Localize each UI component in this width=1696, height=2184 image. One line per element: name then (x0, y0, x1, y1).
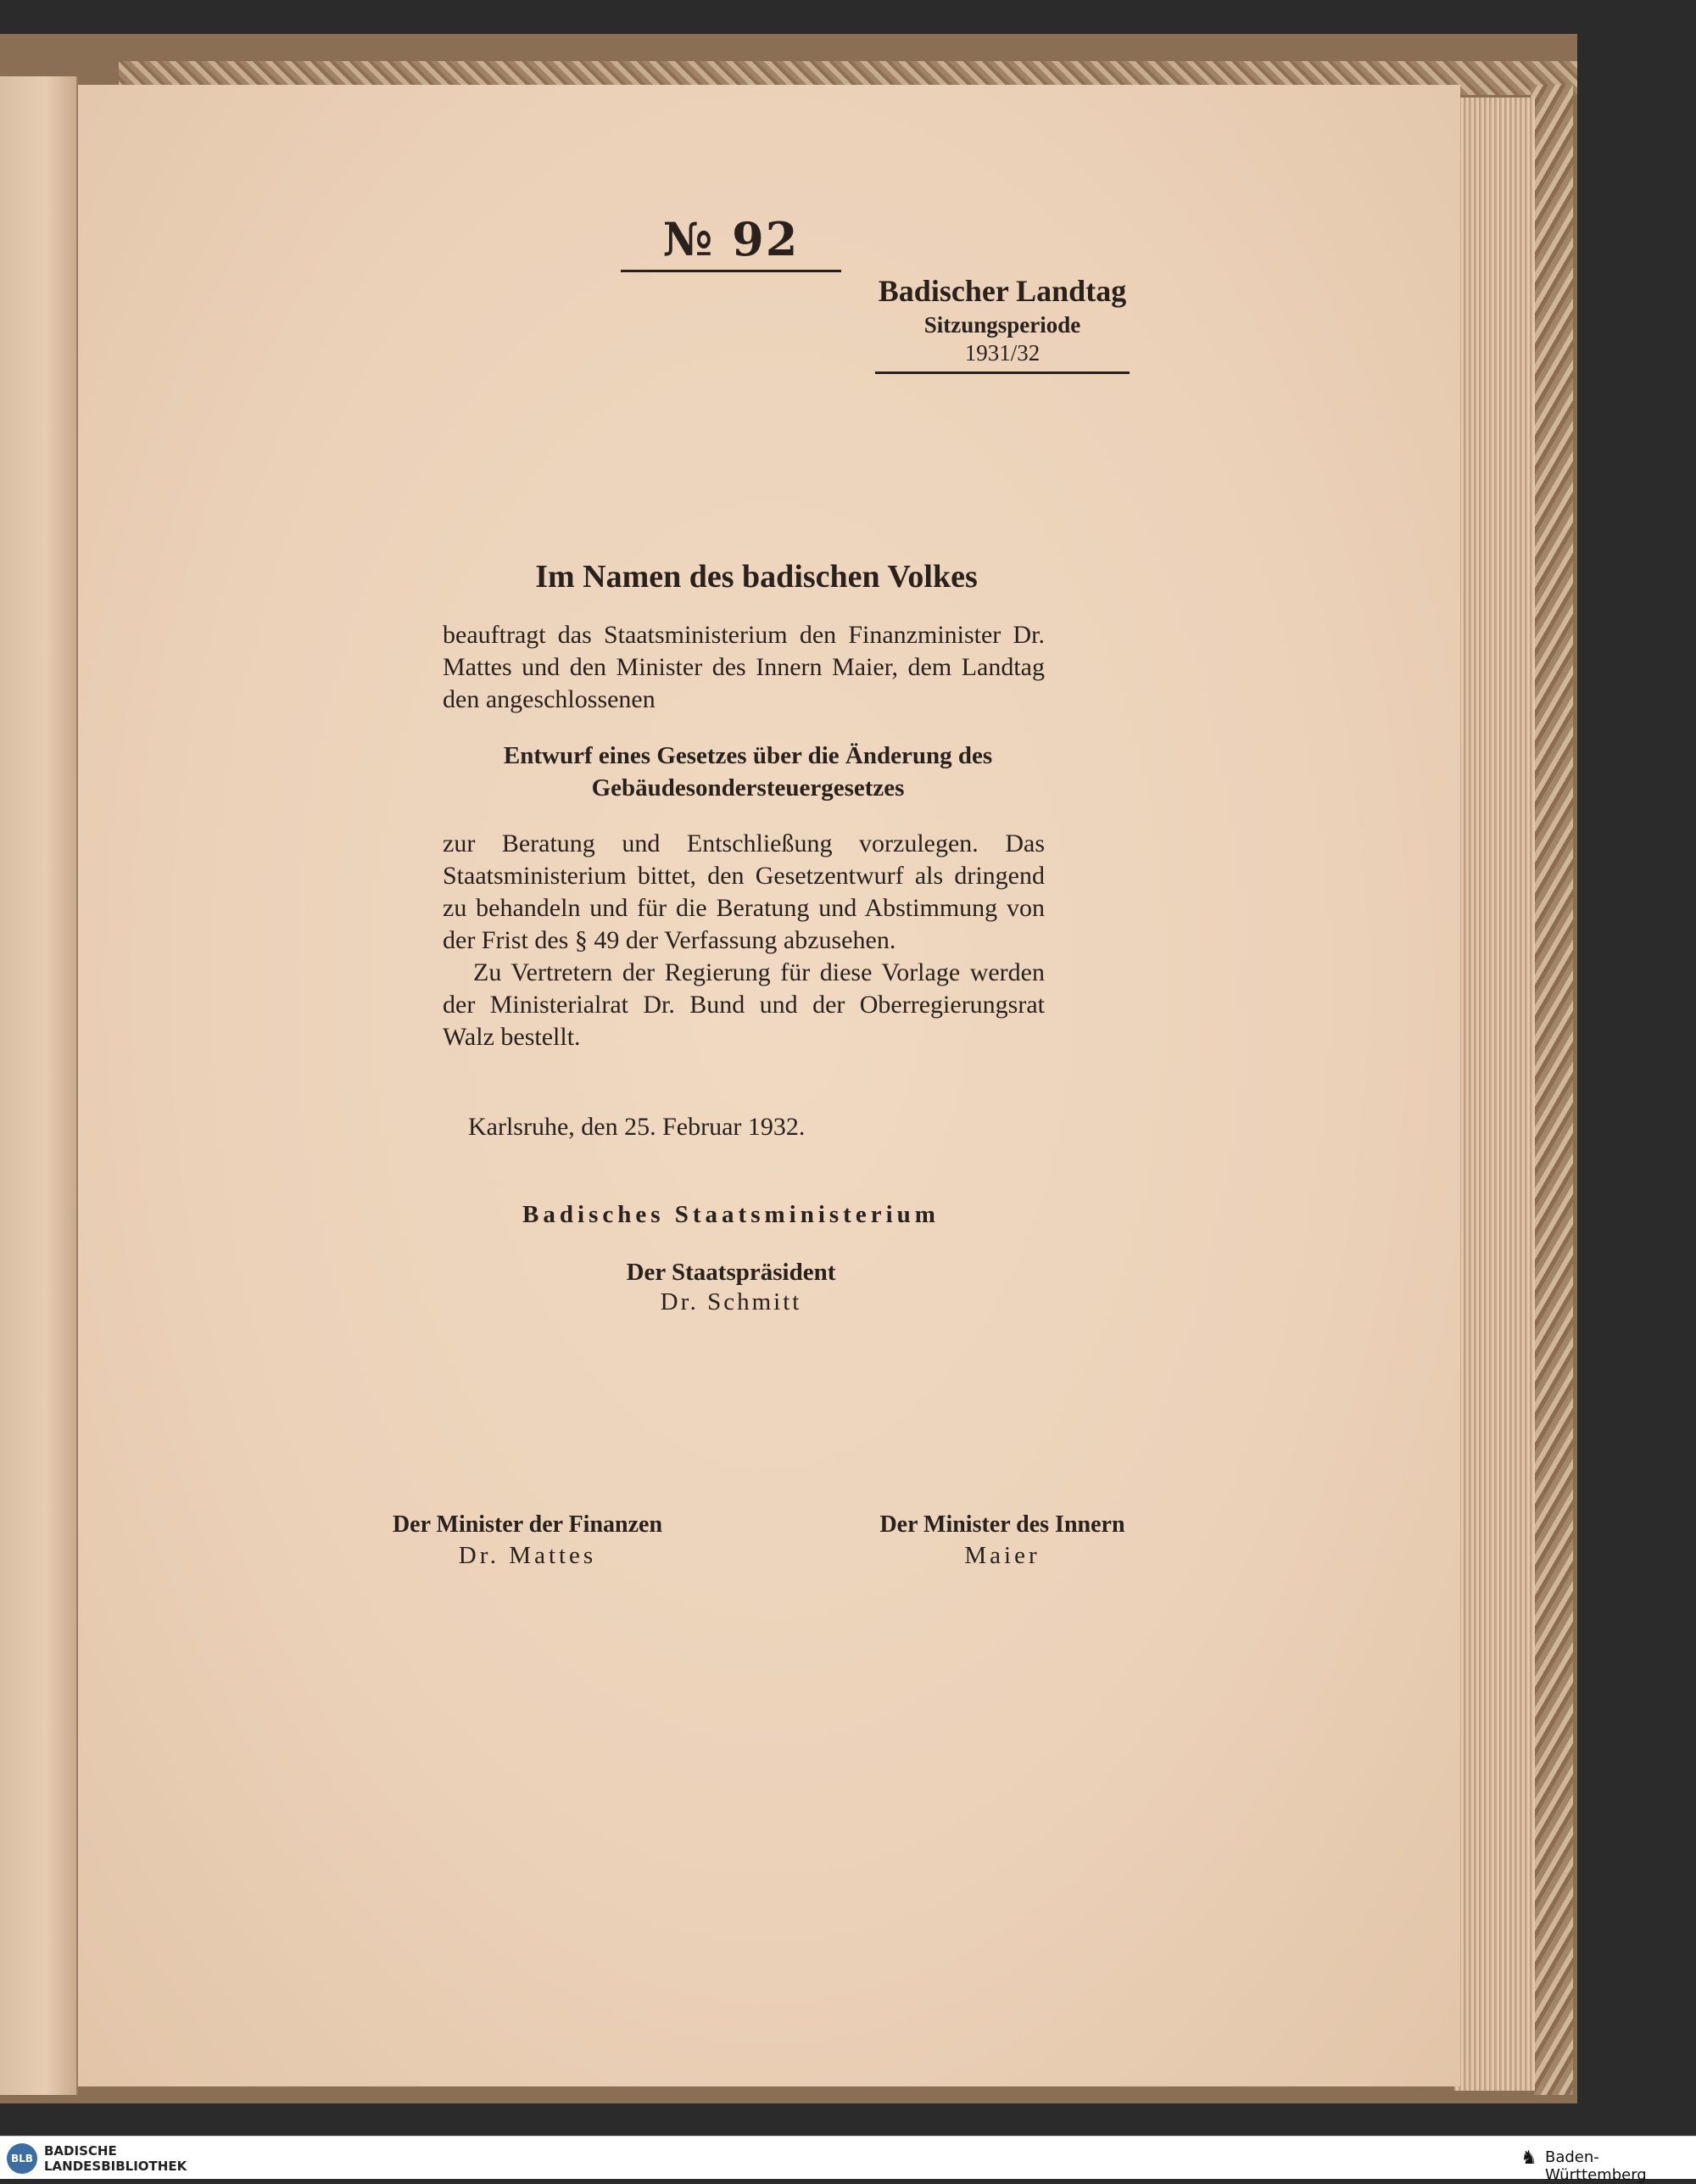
interior-minister-signature (824, 1511, 1180, 1570)
blb-logo-icon[interactable]: BLB (7, 2143, 37, 2174)
session-years: 1931/32 (964, 340, 1040, 366)
president-role: Der Staatspräsident (626, 1259, 836, 1286)
intro-paragraph (443, 619, 1045, 716)
interior-minister-name: Maier (964, 1542, 1040, 1569)
library-line-1: BADISCHE (44, 2143, 117, 2159)
document-heading: Im Namen des badischen Volkes (535, 559, 978, 595)
president-name: Dr. Schmitt (660, 1288, 802, 1315)
request-paragraphs (443, 828, 1045, 1053)
parliament-name: Badischer Landtag (878, 274, 1127, 308)
marbled-cover-right (1531, 85, 1573, 2095)
bill-title-line-2: Gebäudesondersteuergesetzes (591, 774, 905, 802)
footer-bar (0, 2136, 1696, 2184)
page-stack-edges (1454, 98, 1535, 2091)
president-signature (502, 1259, 960, 1316)
bill-title-line-1: Entwurf eines Gesetzes über die Änderung des (503, 742, 993, 769)
header-rule (875, 371, 1130, 374)
baden-wuerttemberg-crest-icon: ♞ (1520, 2148, 1537, 2169)
parliament-header (824, 273, 1180, 374)
library-name[interactable] (44, 2143, 187, 2174)
interior-minister-role: Der Minister des Innern (879, 1511, 1125, 1538)
session-label: Sitzungsperiode (923, 312, 1081, 338)
finance-minister-signature (349, 1511, 706, 1570)
finance-minister-role: Der Minister der Finanzen (392, 1511, 663, 1538)
document-page (78, 85, 1460, 2086)
library-line-2: LANDESBIBLIOTHEK (44, 2159, 187, 2174)
paragraph-2: Zu Vertretern der Regierung für diese Vorlage werden der Ministerialrat Dr. Bund und der Oberregierungsrat Walz bestellt. (443, 958, 1045, 1051)
finance-minister-name: Dr. Mattes (458, 1542, 597, 1569)
ministry-name: Badisches Staatsministerium (522, 1201, 940, 1228)
state-label[interactable]: Baden-Württemberg (1545, 2148, 1647, 2184)
paragraph-1: zur Beratung und Entschließung vorzulegen. Das Staatsministerium bittet, den Gesetzentwurf als dringend zu behandeln und für die Beratung und Abstimmung von der Frist des § 49 der Verfassung abzusehen. (443, 829, 1045, 954)
intro-text: beauftragt das Staatsministerium den Finanzminister Dr. Mattes und den Minister des Innern Maier, dem Landtag den angeschlossenen (443, 621, 1045, 713)
place-date: Karlsruhe, den 25. Februar 1932. (468, 1113, 806, 1141)
bill-title (434, 740, 1062, 804)
facing-page-edge (0, 76, 78, 2095)
document-number: № 92 (621, 212, 841, 272)
